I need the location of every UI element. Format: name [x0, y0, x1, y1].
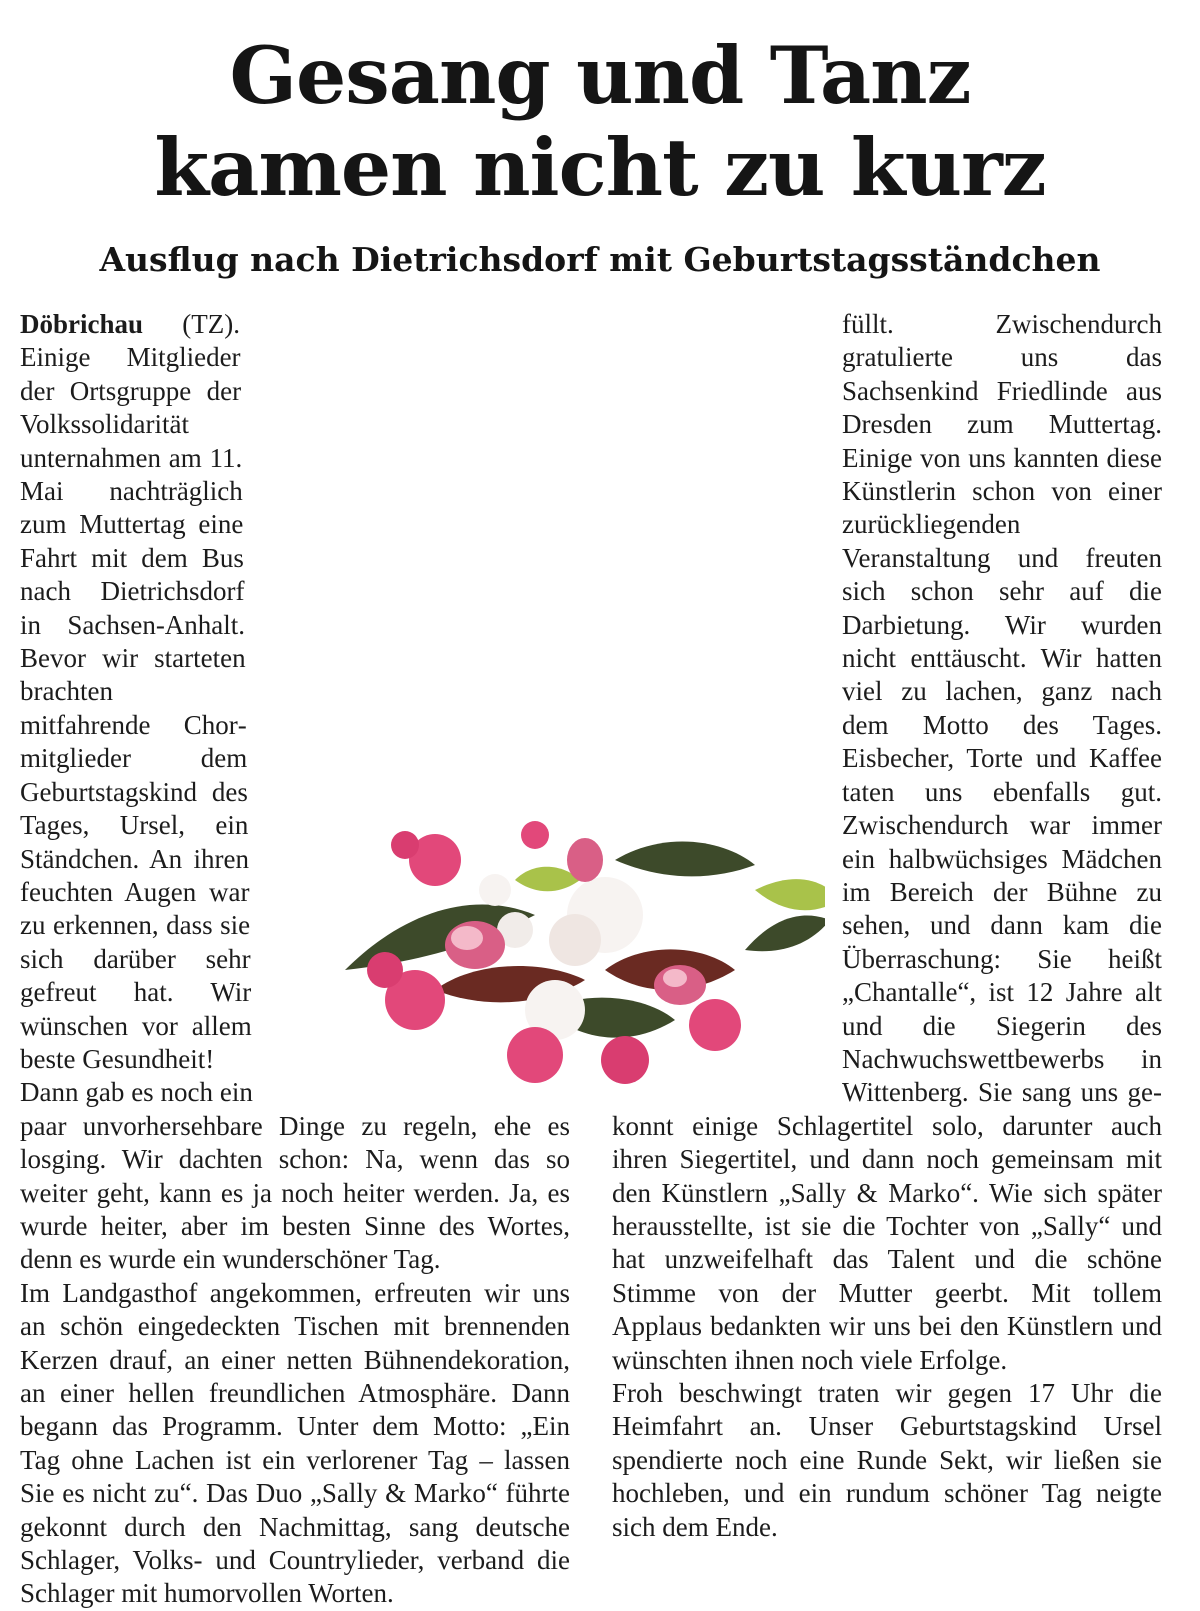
paragraph-2: Dann gab es noch ein paar unvorhersehbare Dinge zu regeln, ehe es losging. Wir dachten schon: Na, wenn das so weiter geht, kann es ja noch heiter werden. Ja, es wurde heiter, aber im besten Sinne des Wortes, denn es wurde ein wunderschöner Tag.	[20, 1077, 570, 1275]
headline-line-2: kamen nicht zu kurz	[154, 121, 1046, 214]
headline	[0, 30, 1200, 214]
flower-arrangement-icon	[285, 820, 825, 1090]
dateline-place: Döbrichau	[20, 309, 144, 339]
paragraph-3: Im Landgasthof angekommen, erfreuten wir uns an schön eingedeckten Tischen mit brennenden Kerzen drauf, an einer netten Bühnendekoration, an einer hellen freundlichen Atmosphäre. Dann begann das Programm. Unter dem Motto: „Ein Tag ohne Lachen ist ein verlorener Tag – lassen Sie es nicht zu“. Das Duo „Sally & Marko“ führte gekonnt durch den Nachmittag, sang deutsche Schlager, Volks- und Countrylieder, verband die Schlager mit humorvollen Worten.	[20, 1277, 570, 1609]
paragraph-1-text: (TZ). Einige Mitglieder der Ortsgruppe der Volkssolidarität unternahmen am 11. Mai nachträglich zum Muttertag eine Fahrt mit dem Bus nach Dietrichsdorf in Sachsen-Anhalt. Bevor wir starteten brachten mitfahrende Chormitglieder dem Geburtstagskind des Tages, Ursel, ein Ständchen. An ihren feuchten Augen war zu erkennen, dass sie sich darüber sehr gefreut hat. Wir wünschen vor allem beste Gesundheit!	[20, 309, 252, 1074]
subheadline: Ausflug nach Dietrichsdorf mit Geburtstagsständchen	[99, 240, 1101, 279]
paragraph-4: füllt. Zwischendurch gratulierte uns das Sachsenkind Friedlinde aus Dresden zum Muttertag. Einige von uns kannten diese Künstlerin schon von einer zurückliegenden Veranstaltung und freuten sich schon sehr auf die Darbietung. Wir wurden nicht enttäuscht. Wir hatten viel zu lachen, ganz nach dem Motto des Tages. Eisbecher, Torte und Kaffee taten uns ebenfalls gut. Zwischendurch war immer ein halbwüchsiges Mädchen im Bereich der Bühne zu sehen, und dann kam die Überraschung: Sie heißt „Chantalle“, ist 12 Jahre alt und die Siegerin des Nachwuchswettbewerbs in Wittenberg. Sie sang uns gekonnt einige Schlagertitel solo, darunter auch ihren Siegertitel, und dann noch gemeinsam mit den Künstlern „Sally & Marko“. Wie sich später herausstellte, ist sie die Tochter von „Sally“ und hat unzweifelhaft das Talent und die schöne Stimme von der Mutter geerbt. Mit tollem Applaus bedankten wir uns bei den Künstlern und wünschten ihnen noch viele Erfolge.	[612, 309, 1162, 1375]
headline-line-1: Gesang und Tanz	[229, 29, 971, 122]
paragraph-5: Froh beschwingt traten wir gegen 17 Uhr die Heimfahrt an. Unser Geburtstagskind Ursel spendierte noch eine Runde Sekt, wir ließen sie hochleben, und ein rundum schöner Tag neigte sich dem Ende.	[612, 1378, 1162, 1542]
